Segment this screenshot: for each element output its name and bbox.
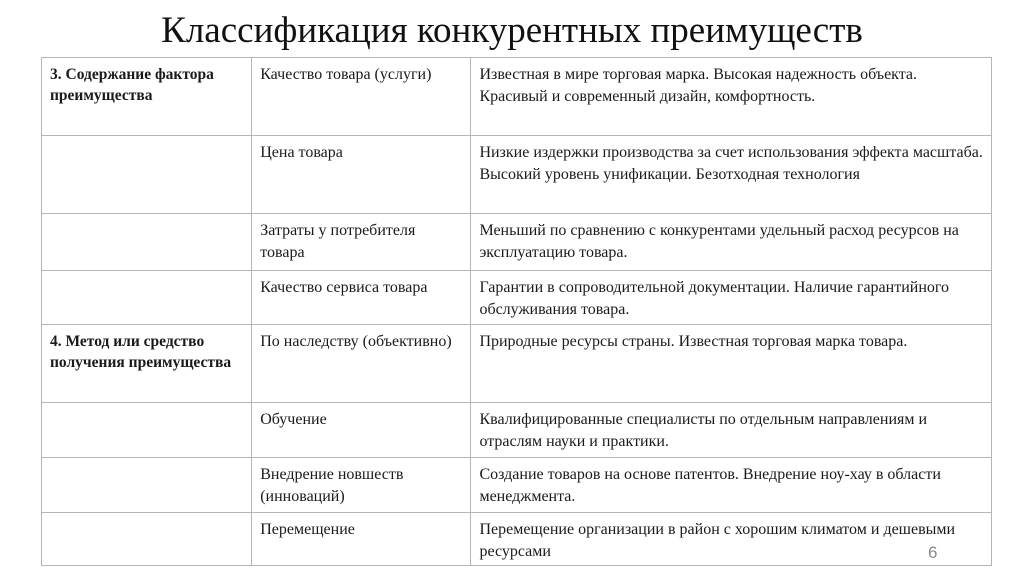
table-row (42, 214, 992, 271)
category-cell (42, 271, 252, 325)
description-cell: Перемещение организации в район с хорошим климатом и дешевыми ресурсами (471, 513, 992, 566)
page-number: 6 (928, 543, 938, 562)
factor-cell: Перемещение (252, 513, 471, 566)
category-cell: 3. Содержание фактора преимущества (42, 58, 252, 136)
factor-cell: Внедрение новшеств (инноваций) (252, 458, 471, 513)
factor-cell: По наследству (объективно) (252, 325, 471, 403)
category-cell (42, 513, 252, 566)
table-row (42, 403, 992, 458)
factor-cell: Обучение (252, 403, 471, 458)
description-cell: Гарантии в сопроводительной документации. Наличие гарантийного обслуживания товара. (471, 271, 992, 325)
description-cell: Меньший по сравнению с конкурентами удельный расход ресурсов на эксплуатацию товара. (471, 214, 992, 271)
table-row (42, 513, 992, 566)
factor-cell: Качество товара (услуги) (252, 58, 471, 136)
category-cell (42, 403, 252, 458)
category-cell (42, 214, 252, 271)
slide-title: Классификация конкурентных преимуществ (161, 10, 863, 51)
description-cell: Природные ресурсы страны. Известная торговая марка товара. (471, 325, 992, 403)
factor-cell: Качество сервиса товара (252, 271, 471, 325)
table-row (42, 325, 992, 403)
table-row (42, 458, 992, 513)
description-cell: Квалифицированные специалисты по отдельным направлениям и отраслям науки и практики. (471, 403, 992, 458)
category-cell (42, 136, 252, 214)
factor-cell: Цена товара (252, 136, 471, 214)
table-row (42, 58, 992, 136)
category-cell: 4. Метод или средство получения преимущества (42, 325, 252, 403)
description-cell: Низкие издержки производства за счет использования эффекта масштаба. Высокий уровень унификации. Безотходная технология (471, 136, 992, 214)
classification-table (41, 57, 992, 566)
table-row (42, 271, 992, 325)
factor-cell: Затраты у потребителя товара (252, 214, 471, 271)
table-row (42, 136, 992, 214)
category-cell (42, 458, 252, 513)
description-cell: Создание товаров на основе патентов. Внедрение ноу-хау в области менеджмента. (471, 458, 992, 513)
description-cell: Известная в мире торговая марка. Высокая надежность объекта. Красивый и современный дизайн, комфортность. (471, 58, 992, 136)
